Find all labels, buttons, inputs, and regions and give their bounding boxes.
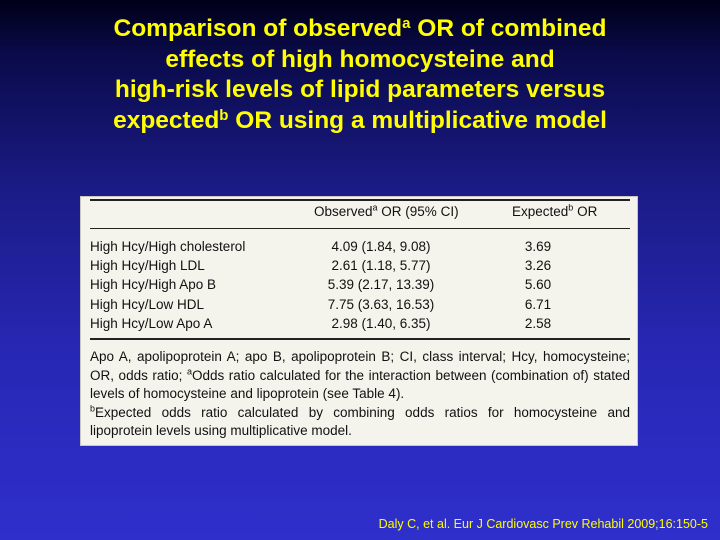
row-label: High Hcy/Low HDL: [90, 296, 205, 312]
expected-or-value: 2.58: [524, 315, 552, 331]
table-body: [90, 237, 630, 333]
title-line-1: Comparison of observed$^a$ OR of combined: [113, 14, 607, 42]
column-header-observed: Observed$^a$ OR (95% CI): [314, 202, 459, 219]
row-label: High Hcy/High LDL: [90, 258, 205, 274]
footnote-abbreviations: Apo A, apolipoprotein A; apo B, apolipoprotein B; CI, class interval; Hcy, homocysteine; OR, odds ratio;: [90, 349, 630, 383]
title-superscript-a: a: [402, 14, 411, 32]
observed-or-value: 5.39 (2.17, 13.39): [327, 277, 435, 293]
table-row: [90, 256, 630, 275]
odds-ratio-table: [80, 196, 638, 446]
expected-or-value: 3.26: [524, 258, 552, 274]
footnote-a: Odds ratio calculated for the interaction between (combination of) stated levels of homocysteine and lipoprotein (see Table 4).: [90, 367, 630, 402]
table-footnote: Apo A, apolipoprotein A; apo B, apolipoprotein B; CI, class interval; Hcy, homocysteine; OR, odds ratio; $^a$Odds ratio calculated for the interaction between (combination of) stated levels of homocysteine and lipoprotein (see Table 4). $^b$Expected odds ratio calculated by combining odds ratios for homocysteine and lipoprotein levels using multiplicative model.: [90, 349, 630, 439]
expected-or-value: 3.69: [524, 239, 552, 254]
slide-title: [0, 14, 720, 136]
row-label: High Hcy/High cholesterol: [90, 239, 246, 254]
header-rule: [90, 228, 630, 229]
title-line-4: expected$^b$ OR using a multiplicative model: [113, 106, 607, 134]
title-line-3: high-risk levels of lipid parameters versus: [114, 76, 606, 103]
row-label: High Hcy/High Apo B: [90, 277, 217, 293]
row-label: High Hcy/Low Apo A: [90, 315, 213, 331]
table-row: [90, 237, 630, 256]
table-top-rule: [90, 199, 630, 201]
footnote-b: Expected odds ratio calculated by combining odds ratios for homocysteine and lipoprotein levels using multiplicative model.: [90, 404, 630, 439]
table-row: [90, 275, 630, 294]
expected-or-value: 5.60: [524, 277, 552, 293]
table-row: [90, 314, 630, 333]
title-superscript-b: b: [219, 106, 229, 124]
table-row: [90, 295, 630, 314]
observed-or-value: 4.09 (1.84, 9.08): [331, 239, 431, 254]
title-line-2: effects of high homocysteine and: [165, 45, 555, 73]
observed-or-value: 2.61 (1.18, 5.77): [331, 258, 431, 274]
observed-or-value: 7.75 (3.63, 16.53): [327, 296, 435, 312]
expected-or-value: 6.71: [524, 296, 552, 312]
column-header-expected: Expected$^b$ OR: [512, 202, 598, 219]
observed-or-value: 2.98 (1.40, 6.35): [331, 315, 431, 331]
citation-reference: Daly C, et al. Eur J Cardiovasc Prev Rehabil 2009;16:150-5: [378, 517, 708, 531]
table-bottom-rule: [90, 338, 630, 340]
